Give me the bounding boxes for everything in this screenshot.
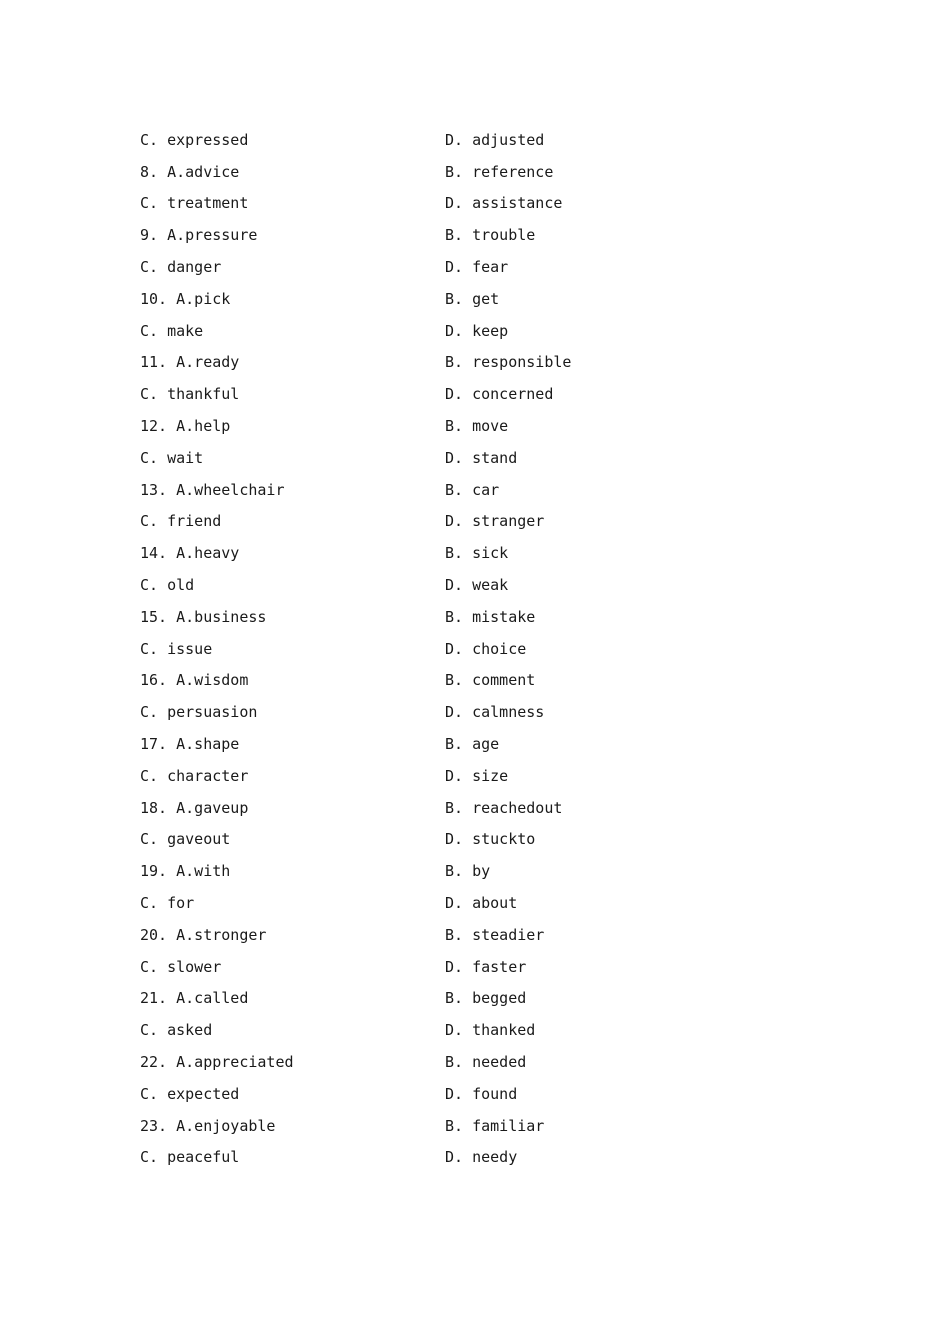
option-row — [140, 378, 840, 410]
option-right: B. get — [445, 289, 500, 308]
option-left: 10. A.pick — [140, 289, 231, 308]
option-left: 14. A.heavy — [140, 544, 240, 563]
option-row — [140, 696, 840, 728]
option-left: C. issue — [140, 639, 213, 658]
option-right: D. calmness — [445, 703, 545, 722]
option-row — [140, 474, 840, 506]
option-row — [140, 537, 840, 569]
option-left: 12. A.help — [140, 417, 231, 436]
option-left: C. asked — [140, 1021, 213, 1040]
option-row — [140, 887, 840, 919]
option-left: C. slower — [140, 957, 222, 976]
option-row — [140, 665, 840, 697]
option-left: 16. A.wisdom — [140, 671, 249, 690]
option-right: D. keep — [445, 321, 509, 340]
option-left: 19. A.with — [140, 862, 231, 881]
option-row — [140, 506, 840, 538]
option-row — [140, 124, 840, 156]
option-row — [140, 855, 840, 887]
option-row — [140, 410, 840, 442]
option-right: D. needy — [445, 1148, 518, 1167]
option-row — [140, 315, 840, 347]
option-row — [140, 1078, 840, 1110]
option-left: 8. A.advice — [140, 162, 240, 181]
option-row — [140, 601, 840, 633]
option-row — [140, 251, 840, 283]
option-left: 23. A.enjoyable — [140, 1116, 276, 1135]
option-left: 18. A.gaveup — [140, 798, 249, 817]
option-right: B. needed — [445, 1053, 527, 1071]
option-right: D. stuckto — [445, 830, 536, 849]
option-left: 17. A.shape — [140, 735, 240, 754]
option-right: D. stand — [445, 448, 518, 467]
option-row — [140, 1014, 840, 1046]
option-right: D. found — [445, 1084, 518, 1103]
option-row — [140, 442, 840, 474]
option-left: 15. A.business — [140, 607, 267, 626]
option-left: C. thankful — [140, 385, 240, 404]
option-right: D. thanked — [445, 1021, 536, 1040]
option-right: B. steadier — [445, 925, 545, 944]
option-right: B. by — [445, 862, 491, 881]
option-row — [140, 188, 840, 220]
option-left: C. friend — [140, 512, 222, 531]
option-right: B. trouble — [445, 226, 536, 245]
option-left: 13. A.wheelchair — [140, 480, 285, 499]
option-right: B. move — [445, 417, 509, 436]
option-left: C. make — [140, 321, 204, 340]
option-row — [140, 283, 840, 315]
option-left: 9. A.pressure — [140, 226, 258, 245]
option-row — [140, 983, 840, 1015]
option-row — [140, 728, 840, 760]
option-right: B. responsible — [445, 353, 572, 372]
option-row — [140, 156, 840, 188]
option-left: C. old — [140, 576, 195, 595]
option-left: C. danger — [140, 258, 222, 277]
option-row — [140, 951, 840, 983]
option-left: C. expected — [140, 1084, 240, 1103]
option-right: D. stranger — [445, 512, 545, 531]
option-right: B. sick — [445, 544, 509, 563]
option-row — [140, 792, 840, 824]
option-left: C. peaceful — [140, 1148, 240, 1167]
option-left: 20. A.stronger — [140, 925, 267, 944]
option-left: C. gaveout — [140, 830, 231, 849]
option-left: C. expressed — [140, 130, 249, 149]
option-row — [140, 219, 840, 251]
option-left: 22. A.appreciated — [140, 1053, 294, 1071]
option-right: D. assistance — [445, 194, 563, 213]
option-row — [140, 919, 840, 951]
option-right: B. car — [445, 480, 500, 499]
option-left: C. character — [140, 766, 249, 785]
option-row — [140, 633, 840, 665]
option-row — [140, 824, 840, 856]
option-left: C. persuasion — [140, 703, 258, 722]
option-row — [140, 1142, 840, 1174]
option-left: 11. A.ready — [140, 353, 240, 372]
option-right: D. adjusted — [445, 130, 545, 149]
option-row — [140, 760, 840, 792]
option-right: D. about — [445, 894, 518, 913]
option-right: B. reachedout — [445, 798, 563, 817]
option-right: B. familiar — [445, 1116, 545, 1135]
option-row — [140, 1046, 840, 1078]
option-left: C. wait — [140, 448, 204, 467]
option-row — [140, 569, 840, 601]
option-left: C. for — [140, 894, 195, 913]
option-right: B. begged — [445, 989, 527, 1008]
option-right: B. mistake — [445, 607, 536, 626]
option-left: C. treatment — [140, 194, 249, 213]
option-right: B. age — [445, 735, 500, 754]
option-right: D. concerned — [445, 385, 554, 404]
option-right: D. faster — [445, 957, 527, 976]
option-right: D. weak — [445, 576, 509, 595]
option-right: D. size — [445, 766, 509, 785]
option-right: D. fear — [445, 258, 509, 277]
option-right: D. choice — [445, 639, 527, 658]
option-right: B. comment — [445, 671, 536, 690]
option-right: B. reference — [445, 162, 554, 181]
option-left: 21. A.called — [140, 989, 249, 1008]
option-row — [140, 1110, 840, 1142]
option-row — [140, 347, 840, 379]
answer-options-list — [140, 124, 840, 1173]
